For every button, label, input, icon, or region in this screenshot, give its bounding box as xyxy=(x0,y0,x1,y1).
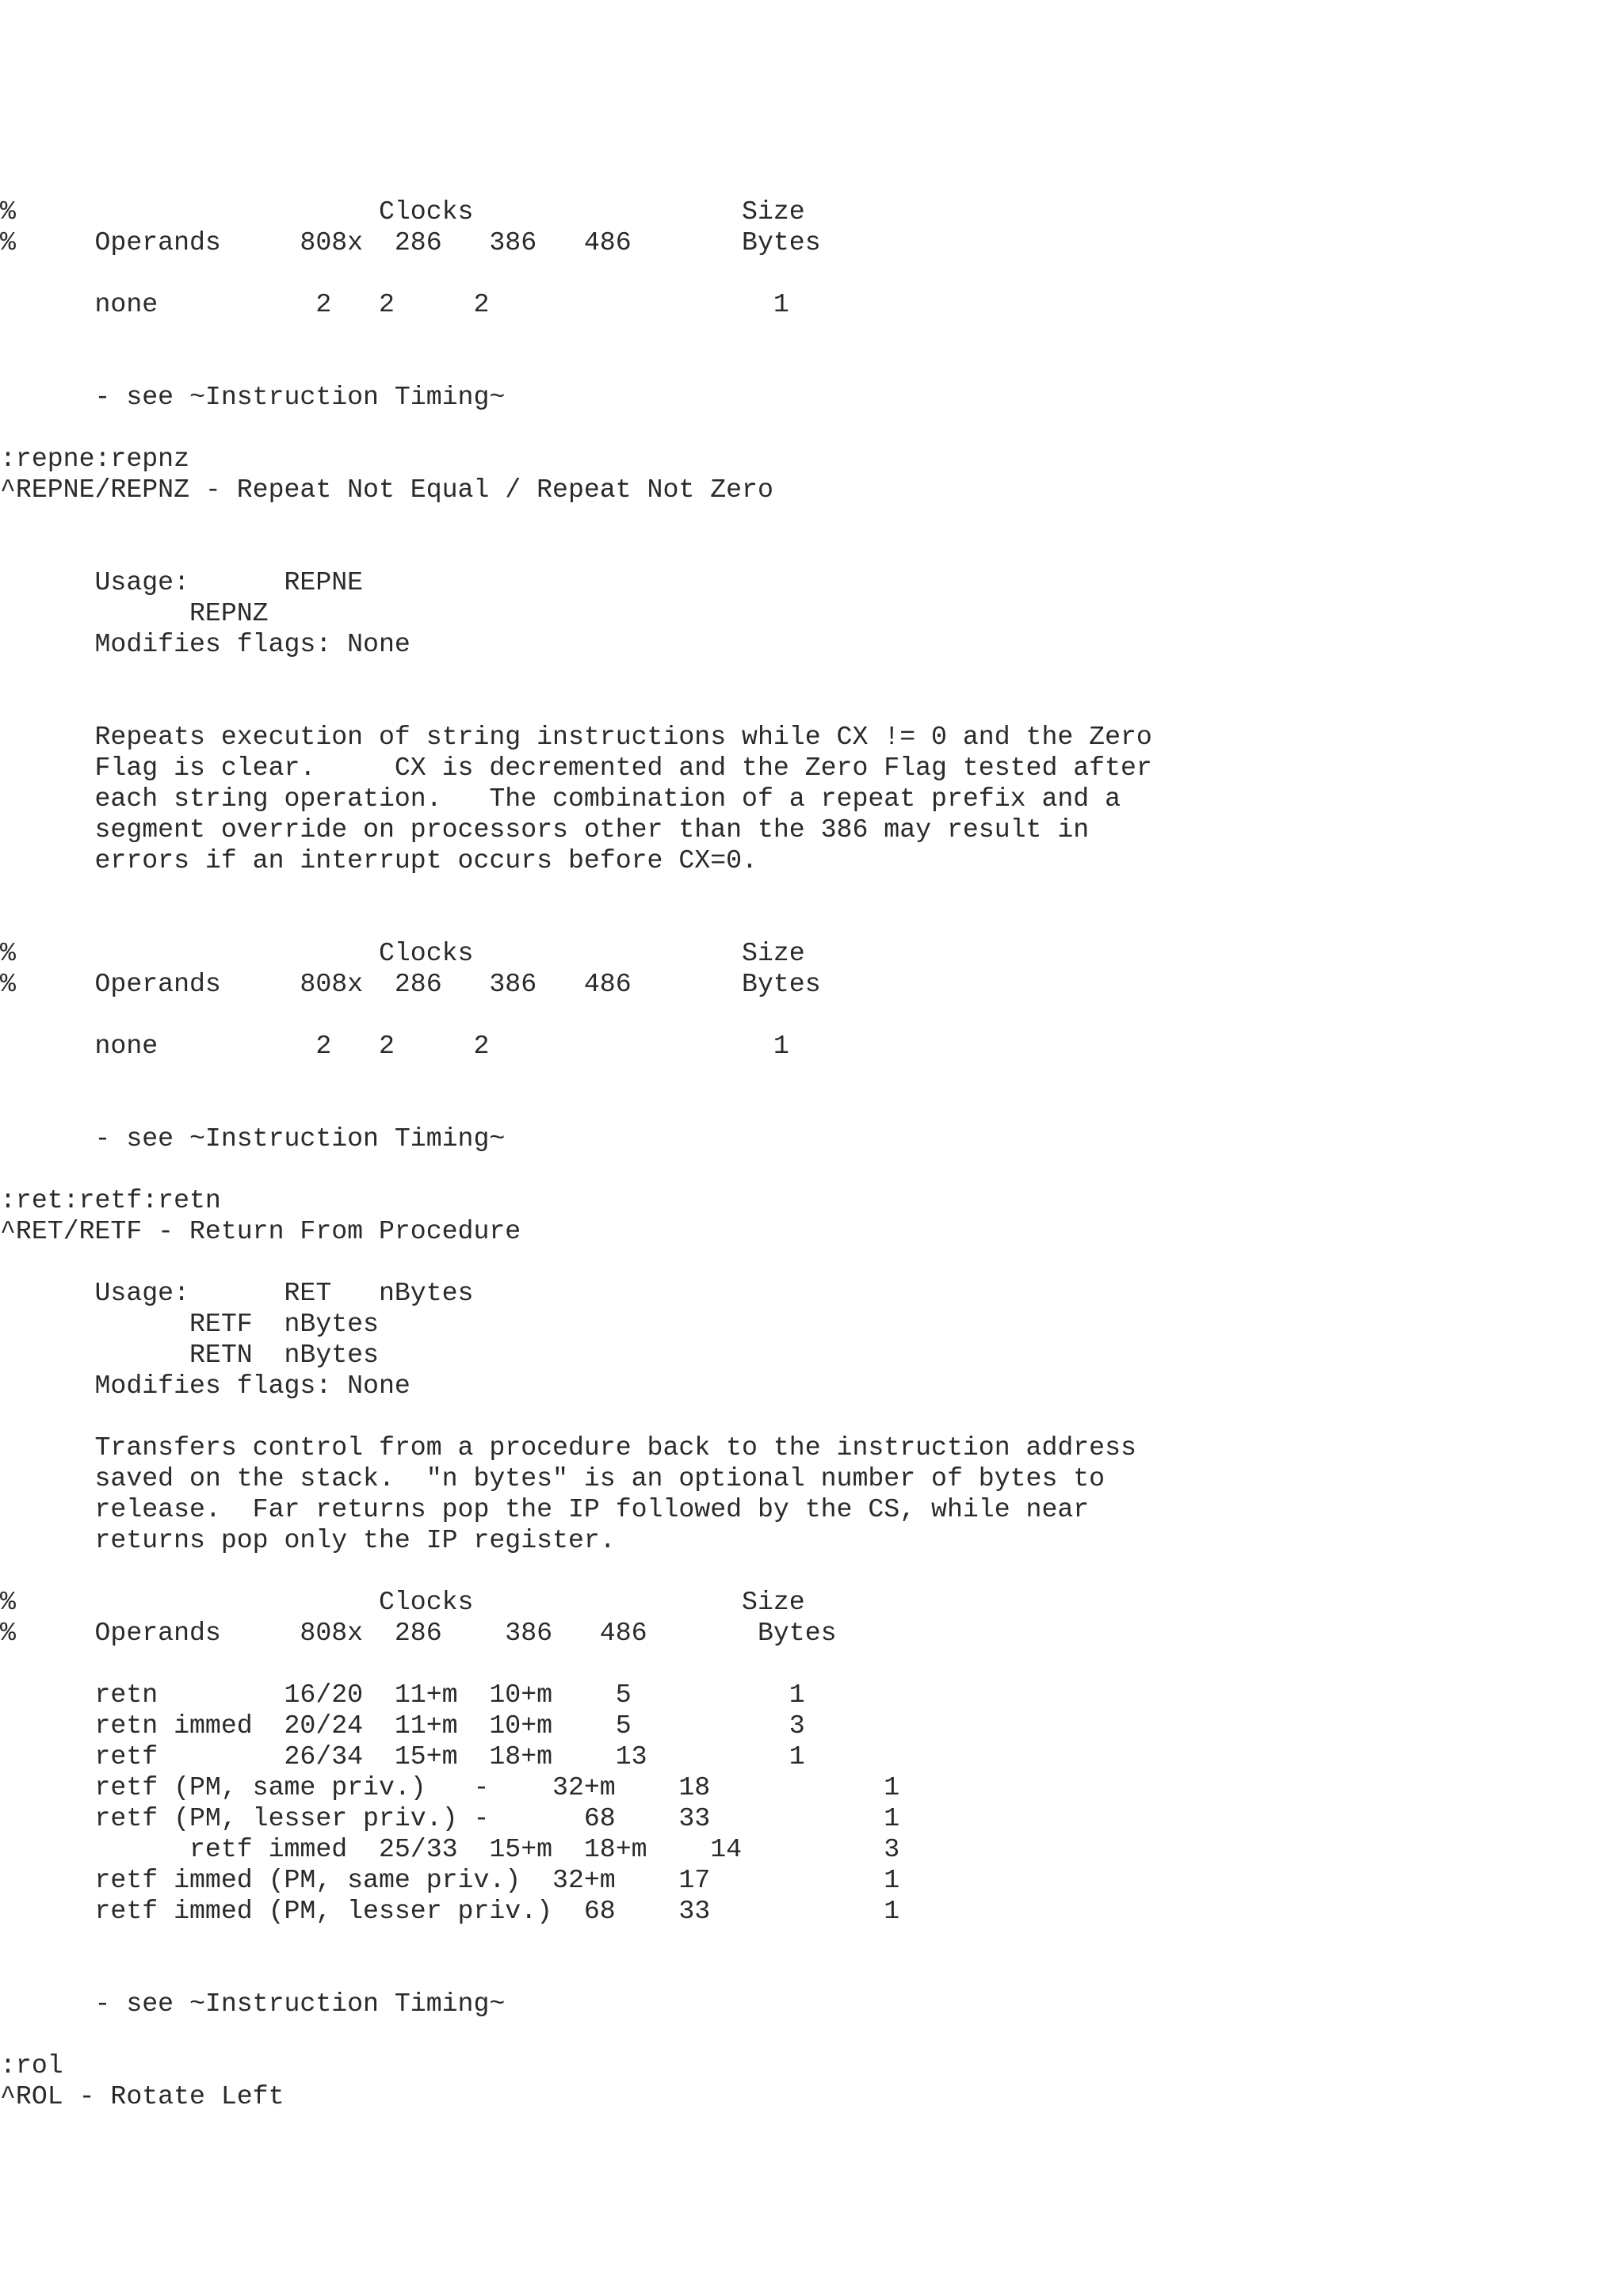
table-header-clocks-line: % Clocks Size xyxy=(0,1587,805,1617)
usage-line: Usage: RET nBytes xyxy=(0,1278,474,1308)
table-header-clocks-line: % Clocks Size xyxy=(0,196,805,227)
description-line: Repeats execution of string instructions while CX != 0 and the Zero xyxy=(0,722,1152,752)
table-header-clocks-line: % Clocks Size xyxy=(0,938,805,968)
description-line: Flag is clear. CX is decremented and the Zero Flag tested after xyxy=(0,753,1152,783)
topic-title-line: ^REPNE/REPNZ - Repeat Not Equal / Repeat Not Zero xyxy=(0,475,773,505)
description-line: saved on the stack. "n bytes" is an optional number of bytes to xyxy=(0,1463,1106,1493)
table-header-operands-line: % Operands 808x 286 386 486 Bytes xyxy=(0,969,821,999)
table-row: retf (PM, same priv.) - 32+m 18 1 xyxy=(0,1772,900,1802)
table-header-operands-line: % Operands 808x 286 386 486 Bytes xyxy=(0,1618,837,1648)
see-also-line: - see ~Instruction Timing~ xyxy=(0,1123,506,1154)
see-also-line: - see ~Instruction Timing~ xyxy=(0,382,506,412)
table-row: retf immed (PM, same priv.) 32+m 17 1 xyxy=(0,1865,900,1895)
topic-keys-line: :ret:retf:retn xyxy=(0,1185,221,1215)
usage-line: REPNZ xyxy=(0,598,269,628)
topic-keys-line: :rol xyxy=(0,2050,63,2081)
table-row: retn 16/20 11+m 10+m 5 1 xyxy=(0,1680,805,1710)
description-line: segment override on processors other than the 386 may result in xyxy=(0,814,1090,845)
topic-title-line: ^RET/RETF - Return From Procedure xyxy=(0,1216,521,1246)
table-row: retf immed 25/33 15+m 18+m 14 3 xyxy=(0,1834,900,1864)
topic-keys-line: :repne:repnz xyxy=(0,444,189,474)
see-also-line: - see ~Instruction Timing~ xyxy=(0,1989,506,2019)
description-line: release. Far returns pop the IP followed by the CS, while near xyxy=(0,1494,1090,1524)
table-row: retn immed 20/24 11+m 10+m 5 3 xyxy=(0,1711,805,1741)
description-line: each string operation. The combination of a repeat prefix and a xyxy=(0,784,1121,814)
table-row: none 2 2 2 1 xyxy=(0,1031,789,1061)
description-line: returns pop only the IP register. xyxy=(0,1525,616,1555)
description-line: Transfers control from a procedure back to the instruction address xyxy=(0,1432,1136,1463)
description-line: errors if an interrupt occurs before CX=0. xyxy=(0,845,758,875)
usage-line: Usage: REPNE xyxy=(0,567,364,597)
topic-title-line: ^ROL - Rotate Left xyxy=(0,2081,285,2111)
table-row: none 2 2 2 1 xyxy=(0,289,789,319)
modifies-flags-line: Modifies flags: None xyxy=(0,629,411,659)
table-row: retf 26/34 15+m 18+m 13 1 xyxy=(0,1741,805,1772)
modifies-flags-line: Modifies flags: None xyxy=(0,1371,411,1401)
table-row: retf immed (PM, lesser priv.) 68 33 1 xyxy=(0,1896,900,1926)
usage-line: RETF nBytes xyxy=(0,1309,379,1339)
table-row: retf (PM, lesser priv.) - 68 33 1 xyxy=(0,1803,900,1833)
table-header-operands-line: % Operands 808x 286 386 486 Bytes xyxy=(0,227,821,257)
usage-line: RETN nBytes xyxy=(0,1340,379,1370)
